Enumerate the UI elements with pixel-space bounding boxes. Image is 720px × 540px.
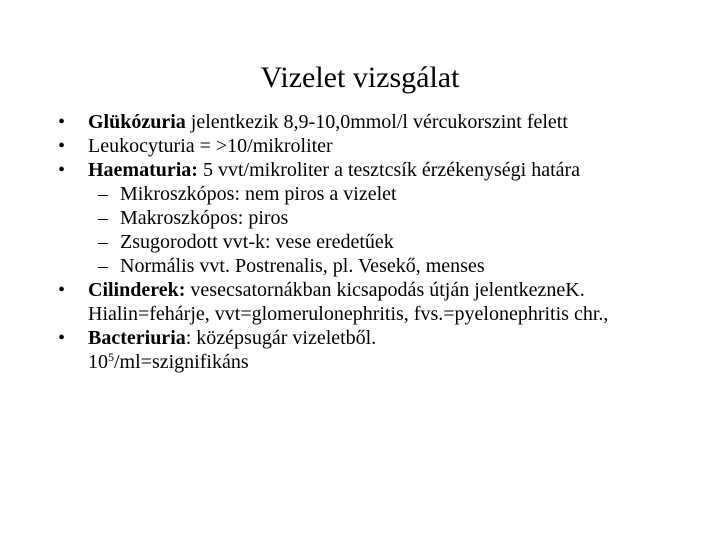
sub-item-text: Normális vvt. Postrenalis, pl. Vesekő, menses bbox=[120, 255, 485, 277]
exponent: 5 bbox=[108, 350, 114, 364]
list-item bbox=[58, 110, 678, 134]
sub-list-item bbox=[58, 182, 678, 206]
item-text: /ml=szignifikáns bbox=[114, 351, 249, 373]
list-item bbox=[58, 158, 678, 182]
item-keyword: Bacteriuria bbox=[88, 327, 186, 349]
dash-icon: – bbox=[98, 255, 108, 277]
item-text: Leukocyturia = >10/mikroliter bbox=[88, 135, 333, 157]
bullet-icon: • bbox=[58, 111, 66, 133]
sub-list-item bbox=[58, 206, 678, 230]
item-keyword: Glükózuria bbox=[88, 111, 186, 133]
item-text: : középsugár vizeletből. bbox=[185, 327, 377, 349]
bullet-icon: • bbox=[58, 135, 66, 157]
list-item bbox=[58, 278, 678, 326]
dash-icon: – bbox=[98, 207, 108, 229]
item-text: 5 vvt/mikroliter a tesztcsík érzékenységi határa bbox=[197, 159, 581, 181]
bullet-icon: • bbox=[58, 279, 66, 301]
item-text: vesecsatornákban kicsapodás útján jelentkezneK. Hialin=fehárje, vvt=glomerulonephritis, fvs.=pyelonephritis chr., bbox=[88, 279, 609, 325]
dash-icon: – bbox=[98, 231, 108, 253]
sub-item-text: Makroszkópos: piros bbox=[120, 207, 289, 229]
sub-item-text: Mikroszkópos: nem piros a vizelet bbox=[120, 183, 397, 205]
item-text: jelentkezik 8,9-10,0mmol/l vércukorszint felett bbox=[185, 111, 568, 133]
item-keyword: Cilinderek: bbox=[88, 279, 186, 301]
sub-list-item bbox=[58, 230, 678, 254]
item-keyword: Haematuria: bbox=[88, 159, 198, 181]
sub-list-item bbox=[58, 254, 678, 278]
item-value: 10 bbox=[88, 351, 108, 373]
list-item bbox=[58, 134, 678, 158]
dash-icon: – bbox=[98, 183, 108, 205]
sub-item-text: Zsugorodott vvt-k: vese eredetűek bbox=[120, 231, 394, 253]
bullet-icon: • bbox=[58, 159, 66, 181]
bullet-icon: • bbox=[58, 327, 66, 349]
slide-title: Vizelet vizsgálat bbox=[260, 61, 460, 94]
bullet-list bbox=[58, 110, 678, 374]
list-item bbox=[58, 326, 678, 374]
